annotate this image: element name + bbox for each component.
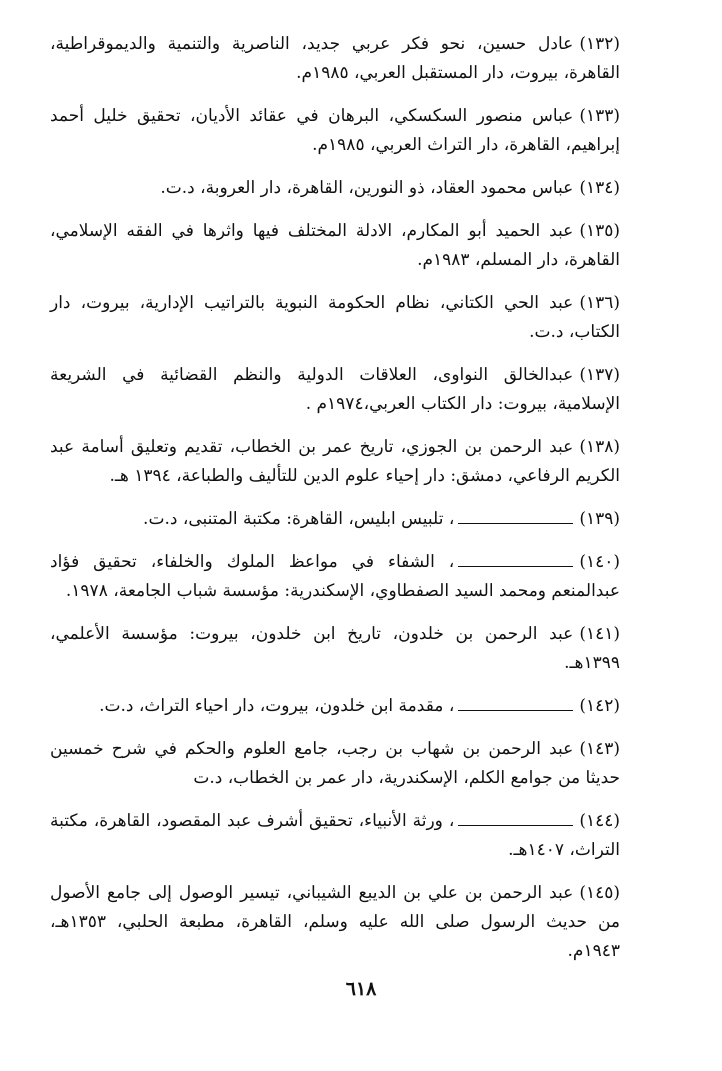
entry-text: عادل حسين، نحو فكر عربي جديد، الناصرية والتنمية والديموقراطية، القاهرة، بيروت، دار المستقبل العربي، ١٩٨٥م. bbox=[50, 34, 620, 83]
entry-text: عبدالخالق النواوى، العلاقات الدولية والنظم القضائية في الشريعة الإسلامية، بيروت: دار الكتاب العربي،١٩٧٤م . bbox=[50, 365, 620, 414]
entry-text: عبد الحميد أبو المكارم، الادلة المختلف فيها واثرها في الفقه الإسلامي، القاهرة، دار المسلم، ١٩٨٣م. bbox=[50, 221, 620, 270]
entry-number: (١٤٠) bbox=[579, 552, 620, 572]
bib-entry bbox=[50, 30, 620, 88]
bib-entry bbox=[50, 102, 620, 160]
bib-entry bbox=[50, 807, 620, 865]
bibliography-page bbox=[50, 30, 620, 1040]
entry-text: عبد الحي الكتاني، نظام الحكومة النبوية بالتراتيب الإدارية، بيروت، دار الكتاب، د.ت. bbox=[50, 293, 620, 342]
author-repeat-rule bbox=[458, 513, 573, 524]
entry-number: (١٤٣) bbox=[579, 739, 620, 759]
entry-text: ، ورثة الأنبياء، تحقيق أشرف عبد المقصود، القاهرة، مكتبة التراث، ١٤٠٧هـ. bbox=[50, 811, 620, 860]
bib-entry bbox=[50, 620, 620, 678]
author-repeat-rule bbox=[458, 815, 573, 826]
entry-number: (١٣٧) bbox=[579, 365, 620, 385]
entry-number: (١٤٥) bbox=[579, 883, 620, 903]
entry-text: ، الشفاء في مواعظ الملوك والخلفاء، تحقيق فؤاد عبدالمنعم ومحمد السيد الصفطاوي، الإسكندرية: مؤسسة شباب الجامعة، ١٩٧٨. bbox=[50, 552, 620, 601]
entry-text: عبد الرحمن بن شهاب بن رجب، جامع العلوم والحكم في شرح خمسين حديثا من جوامع الكلم، الإسكندرية، دار عمر بن الخطاب، د.ت bbox=[50, 739, 620, 788]
entry-number: (١٣٥) bbox=[579, 221, 620, 241]
entry-text: عبد الرحمن بن الجوزي، تاريخ عمر بن الخطاب، تقديم وتعليق أسامة عبد الكريم الرفاعي، دمشق: دار إحياء علوم الدين للتأليف والطباعة، ١٣٩٤ هـ. bbox=[50, 437, 620, 486]
entry-number: (١٣٢) bbox=[579, 34, 620, 54]
bib-entry bbox=[50, 174, 620, 203]
bib-entry bbox=[50, 548, 620, 606]
author-repeat-rule bbox=[458, 700, 573, 711]
entry-number: (١٣٤) bbox=[579, 178, 620, 198]
entry-number: (١٣٣) bbox=[579, 106, 620, 126]
entry-number: (١٣٦) bbox=[579, 293, 620, 313]
entry-text: عباس منصور السكسكي، البرهان في عقائد الأديان، تحقيق خليل أحمد إبراهيم، القاهرة، دار التراث العربي، ١٩٨٥م. bbox=[50, 106, 620, 155]
bib-entry bbox=[50, 505, 620, 534]
entry-number: (١٤١) bbox=[579, 624, 620, 644]
entry-number: (١٣٨) bbox=[579, 437, 620, 457]
entry-text: ، تلبيس ابليس، القاهرة: مكتبة المتنبى، د.ت. bbox=[143, 509, 455, 529]
bib-entry bbox=[50, 692, 620, 721]
bib-entry bbox=[50, 735, 620, 793]
bib-entry bbox=[50, 361, 620, 419]
bib-entry bbox=[50, 217, 620, 275]
entry-text: عباس محمود العقاد، ذو النورين، القاهرة، دار العروبة، د.ت. bbox=[160, 178, 574, 198]
bib-entry bbox=[50, 879, 620, 966]
entry-text: ، مقدمة ابن خلدون، بيروت، دار احياء التراث، د.ت. bbox=[99, 696, 455, 716]
page-number: ٦١٨ bbox=[345, 978, 377, 1000]
entry-text: عبد الرحمن بن علي بن الديبع الشيباني، تيسير الوصول إلى جامع الأصول من حديث الرسول صلى الله عليه وسلم، القاهرة، مطبعة الحلبي، ١٣٥٣هـ، ١٩٤٣م. bbox=[50, 883, 620, 961]
entry-text: عبد الرحمن بن خلدون، تاريخ ابن خلدون، بيروت: مؤسسة الأعلمي، ١٣٩٩هـ. bbox=[50, 624, 620, 673]
entry-number: (١٤٢) bbox=[579, 696, 620, 716]
entry-number: (١٣٩) bbox=[579, 509, 620, 529]
bib-entry bbox=[50, 433, 620, 491]
author-repeat-rule bbox=[458, 556, 573, 567]
bib-entry bbox=[50, 289, 620, 347]
entry-number: (١٤٤) bbox=[579, 811, 620, 831]
